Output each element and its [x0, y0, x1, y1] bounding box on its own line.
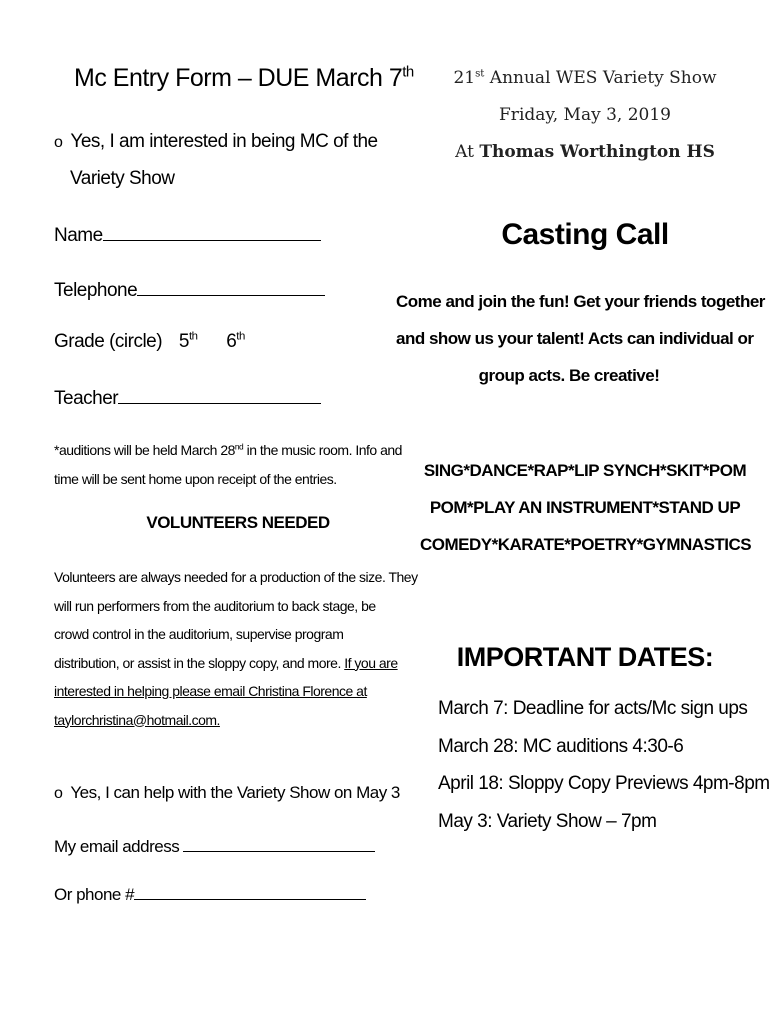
important-dates-heading: IMPORTANT DATES: [456, 642, 714, 672]
grade-field[interactable]: Grade (circle) 5th 6th [54, 330, 245, 352]
volunteer-link-middle[interactable]: interested in helping please email Christina Florence at [54, 683, 367, 699]
casting-intro: Come and join the fun! Get your friends together and show us your talent! Acts can individual or group acts. Be creative! [396, 292, 765, 385]
email-blank[interactable] [183, 833, 375, 852]
date-item: April 18: Sloppy Copy Previews 4pm-8pm [438, 773, 770, 794]
volunteer-link-start[interactable]: If you are [344, 654, 398, 671]
volunteers-heading: VOLUNTEERS NEEDED [146, 513, 330, 532]
show-date: Friday, May 3, 2019 [499, 105, 671, 125]
checkbox-bullet-icon[interactable]: o [54, 785, 63, 802]
mc-interest-option-line2: Variety Show [70, 168, 175, 189]
auditions-note: *auditions will be held March 28nd in the music room. Info and time will be sent home upon receipt of the entries. [54, 441, 402, 487]
show-title: 21st Annual WES Variety Show [453, 68, 717, 88]
checkbox-bullet-icon[interactable]: o [54, 134, 63, 151]
volunteers-paragraph: Volunteers are always needed for a production of the size. They will run performers from the auditorium to back stage, be crowd control in the auditorium, supervise program distribution, or assist in the sloppy copy, and more. If you are interested in helping please email Christina Florence at taylorchristina@hotmail.com. [54, 563, 418, 734]
volunteer-email-link[interactable]: taylorchristina@hotmail.com. [54, 711, 220, 728]
phone-blank[interactable] [134, 881, 366, 900]
name-field[interactable]: Name [54, 222, 321, 247]
phone-field[interactable]: Or phone # [54, 881, 366, 905]
act-types: SING*DANCE*RAP*LIP SYNCH*SKIT*POM POM*PLAY AN INSTRUMENT*STAND UP COMEDY*KARATE*POETRY*GYMNASTICS [420, 461, 752, 554]
date-item: March 28: MC auditions 4:30-6 [438, 735, 684, 757]
grade-5-option[interactable]: 5th [178, 330, 198, 352]
telephone-field[interactable]: Telephone [54, 277, 325, 302]
email-field[interactable]: My email address [54, 833, 375, 857]
date-item: March 7: Deadline for acts/Mc sign ups [438, 698, 748, 719]
date-item: May 3: Variety Show – 7pm [438, 810, 657, 832]
telephone-blank[interactable] [137, 277, 325, 296]
mc-interest-option[interactable]: o Yes, I am interested in being MC of the [54, 131, 378, 152]
grade-6-option[interactable]: 6th [226, 330, 245, 352]
help-option[interactable]: o Yes, I can help with the Variety Show on May 3 [54, 783, 400, 802]
casting-call-heading: Casting Call [501, 218, 669, 251]
show-venue: At Thomas Worthington HS [455, 142, 715, 162]
name-blank[interactable] [103, 222, 321, 241]
show-header [420, 60, 750, 171]
teacher-field[interactable]: Teacher [54, 385, 321, 410]
entry-form-title: Mc Entry Form – DUE March 7th [74, 63, 414, 92]
teacher-blank[interactable] [118, 385, 321, 404]
important-dates-list [438, 690, 770, 840]
